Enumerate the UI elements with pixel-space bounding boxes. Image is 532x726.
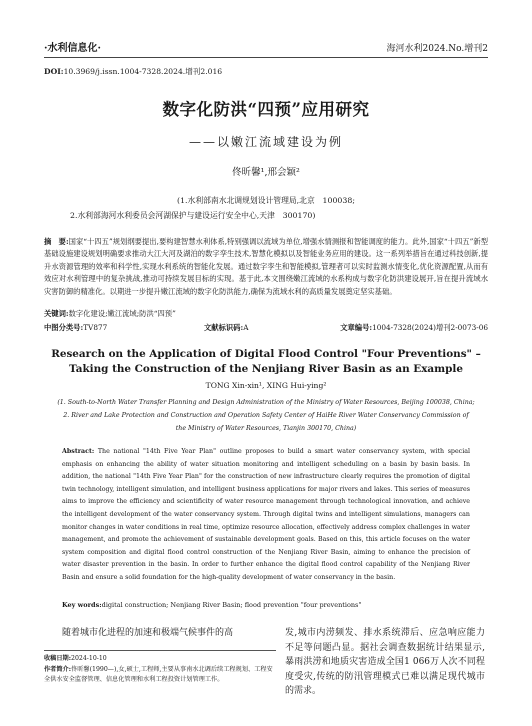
- doi-value: 10.3969/j.issn.1004-7328.2024.增刊2.016: [63, 67, 223, 76]
- document-code: [204, 323, 334, 333]
- clc-number: [44, 323, 204, 333]
- received-date: [44, 654, 276, 665]
- received-value: 2024-10-10: [71, 655, 107, 662]
- affiliation-english-1: (1. South-to-North Water Transfer Planning and Design Administration of the Ministry of Water Resources, Beijing 100038, China;: [57, 399, 475, 406]
- classification-row: [44, 323, 488, 333]
- author-bio: [44, 665, 276, 686]
- section-label: ·水利信息化·: [44, 43, 101, 54]
- body-text-right: 发,城市内涝频发、排水系统滞后、应急响应能力不足等问题凸显。据社会调查数据统计结果显示,暴雨洪涝和地质灾害造成全国1 066万人次不同程度受灾,传统的防汛管理模式已难以满足现代城市的需求。: [285, 628, 485, 697]
- affiliations-english: [44, 396, 488, 435]
- body-text-left: 随着城市化进程的加速和极端气候事件的高: [62, 628, 234, 638]
- affiliation-english-3: the Ministry of Water Resources, Tianjin 300170, China): [175, 425, 357, 432]
- article-value: 1004-7328(2024)增刊2-0073-06: [372, 323, 488, 332]
- footnote: [44, 654, 276, 686]
- received-label: 收稿日期:: [44, 655, 72, 662]
- authors-chinese: 佟昕馨¹,邢会颖²: [232, 167, 300, 178]
- keywords-chinese-text: 数字化建设;嫩江流域;防洪“四预”: [68, 309, 176, 318]
- affiliation-chinese-2: 2.水利部海河水利委员会河湖保护与建设运行安全中心,天津 300170): [70, 211, 316, 220]
- abstract-chinese: [44, 236, 488, 298]
- abstract-english-label: Abstract:: [62, 448, 95, 455]
- keywords-english-text: digital construction; Nenjiang River Basin; flood prevention "four preventions": [101, 601, 362, 609]
- affiliation-english-2: 2. River and Lake Protection and Construction and Operation Safety Center of HaiHe River Water Conservancy Commission of: [63, 412, 469, 419]
- title-chinese: 数字化防洪“四预”应用研究: [162, 100, 370, 119]
- abstract-chinese-text: 国家“十四五”规划纲要提出,要构建智慧水利体系,特别强调以流域为单位,增强水情测报和智能调度的能力。此外,国家“十四五”新型基础设施建设规划明确要求推动大江大河及湖泊的数字孪生技术,智慧化模拟以及智能业务应用的建设。这一系列举措旨在通过科技创新,提升水资源管理的效率和科学性,实现水利系统的智能化发展。通过数字孪生和智能模拟,管理者可以实时监测水情变化,优化资源配置,从而有效应对水利管理中的复杂挑战,推动可持续发展目标的实现。基于此,本文围绕嫩江流域的水系构成与数字化防洪建设展开,旨在提升流域水灾害防御的精准化。以期进一步提升嫩江流域的数字化防洪能力,确保为流域水利的高质量发展奠定坚实基础。: [44, 237, 488, 296]
- doi-label: DOI:: [44, 67, 64, 76]
- article-number: [334, 323, 488, 333]
- keywords-english-label: Key words:: [62, 601, 102, 609]
- affiliation-chinese-1: (1.水利部南水北调规划设计管理局,北京 100038;: [177, 196, 355, 205]
- keywords-chinese: [44, 309, 488, 319]
- abstract-english-text: The national "14th Five Year Plan" outline proposes to build a smart water conservancy system, with special emphasis on enhancing the ability of water situation monitoring and intelligent scheduling on a basin by basin basis. In addition, the national "14th Five Year Plan" for the construction of new infrastructure clearly requires the promotion of digital twin technology, intelligent simulation, and intelligent business applications for major rivers and lakes. This series of measures aims to improve the efficiency and scientificity of water resource management through technological innovation, and achieve the intelligent development of the water conservancy system. Through digital twins and intelligent simulations, managers can monitor changes in water conditions in real time, optimize resource allocation, effectively address complex challenges in water management, and promote the achievement of sustainable development goals. Based on this, this article focuses on the water system composition and digital flood control construction of the Nenjiang River Basin, aiming to enhance the precision of water disaster prevention in the basin. In order to further enhance the digital flood control capability of the Nenjiang River Basin and ensure a solid foundation for the high-quality development of water conservancy in the basin.: [62, 448, 470, 581]
- author-bio-label: 作者简介:: [44, 665, 72, 673]
- clc-label: 中图分类号:: [44, 323, 84, 332]
- running-head: [44, 40, 488, 54]
- article-label: 文章编号:: [340, 323, 373, 332]
- keywords-chinese-label: 关键词:: [44, 309, 69, 318]
- abstract-chinese-label: 摘 要:: [44, 237, 69, 246]
- header-rule: [44, 57, 488, 58]
- title-english: Research on the Application of Digital Flood Control "Four Preventions" – Taking the Construction of the Nenjiang River Basin as an Example: [51, 348, 481, 375]
- journal-issue: 海河水利2024.No.增刊2: [386, 44, 488, 54]
- doi: [44, 66, 222, 77]
- doc-label: 文献标识码:: [204, 323, 244, 332]
- subtitle-chinese: ——以嫩江流域建设为例: [188, 135, 343, 149]
- clc-value: TV877: [83, 323, 108, 332]
- doc-value: A: [243, 323, 249, 332]
- author-bio-value: 佟昕馨(1990—),女,硕士,工程师,主要从事南水北调后续工程规划、工程安全供水安全监督管理、信息化管理和水利工程投资计划管理工作。: [44, 665, 273, 684]
- authors-english: TONG Xin-xin¹, XING Hui-ying²: [205, 381, 327, 390]
- abstract-english: [62, 446, 470, 585]
- keywords-english: [62, 601, 470, 609]
- footnote-rule: [44, 650, 276, 651]
